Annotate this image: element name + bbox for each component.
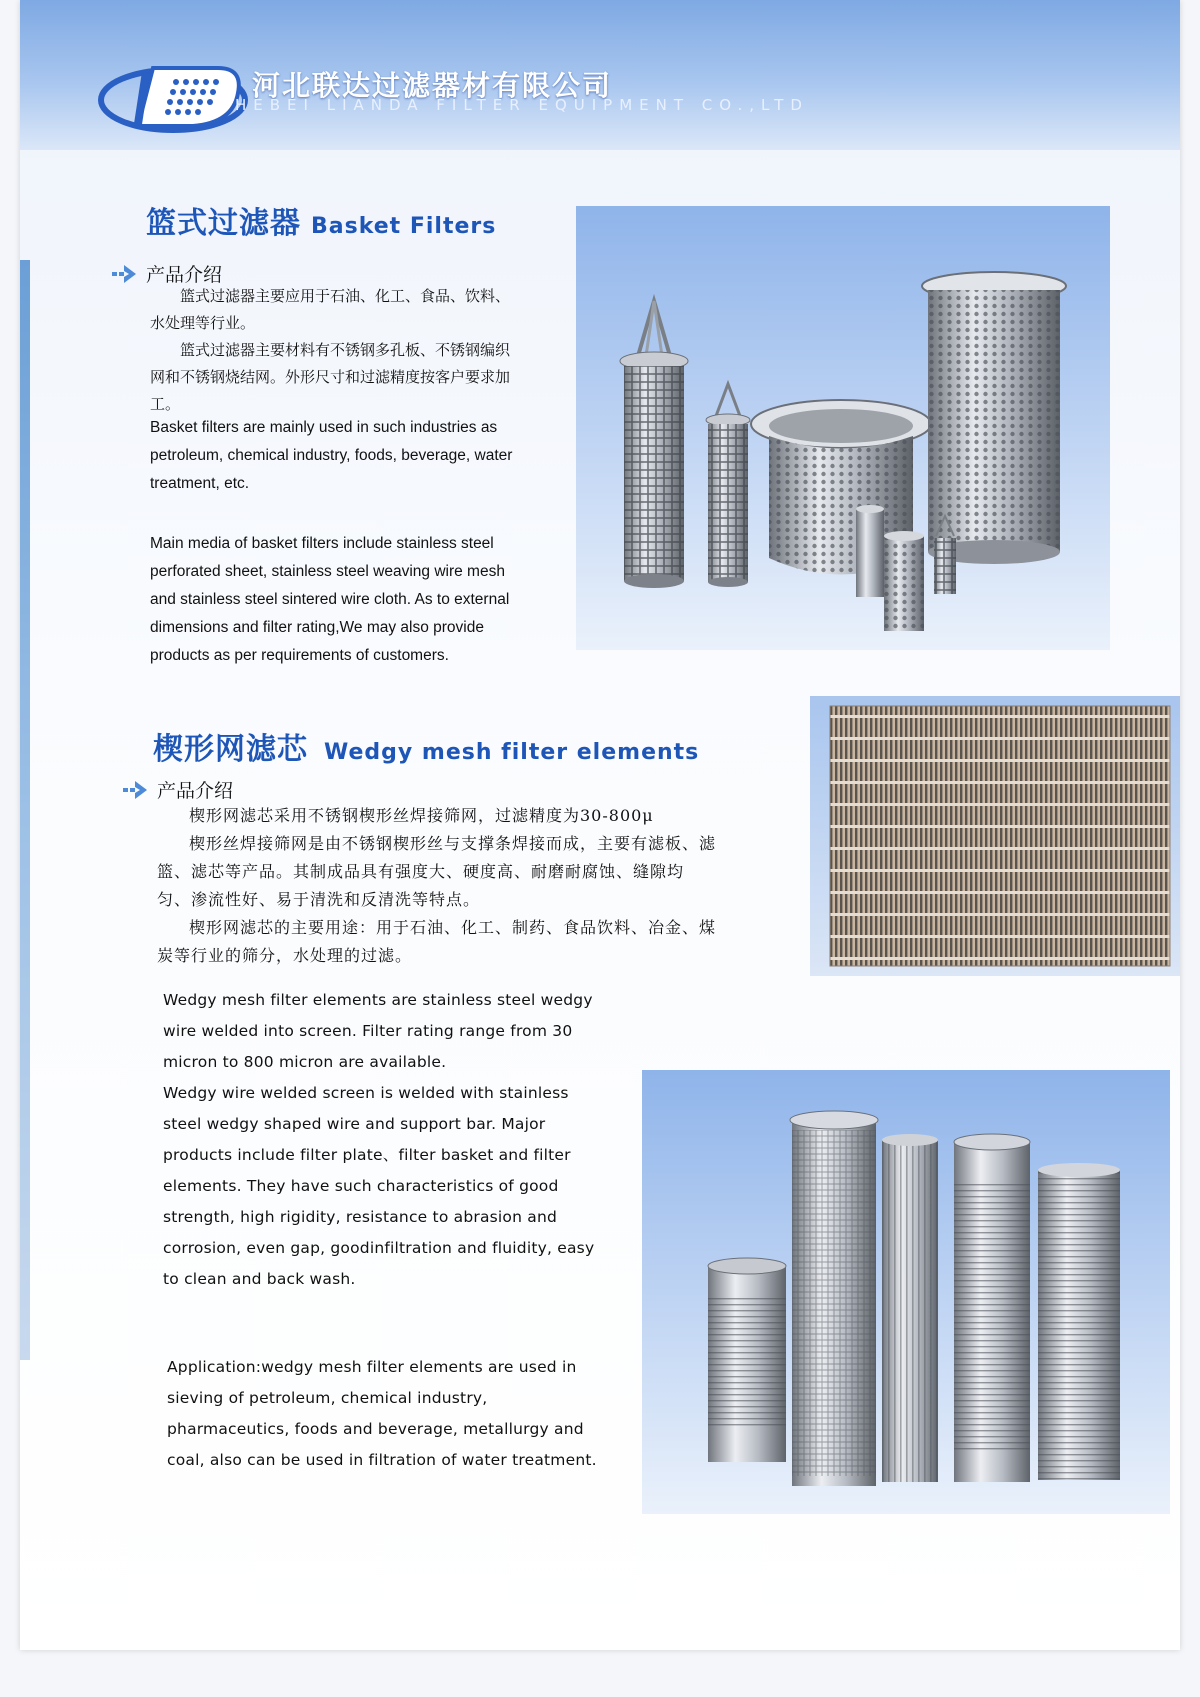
lianda-logo [98, 58, 248, 138]
wedgy-title-cn: 楔形网滤芯 [153, 732, 308, 767]
basket-title-en: Basket Filters [311, 214, 497, 239]
page-edge-strip [20, 260, 30, 1360]
wedgy-cn-text [157, 802, 717, 970]
wedgy-en-p2: Wedgy wire welded screen is welded with stainless steel wedgy shaped wire and support bar. Major products include filter plate、filter basket and filter elements. They have such characteristics of good strength, high rigidity, resistance to abrasion and corrosion, even gap, goodinfiltration and fluidity, easy to clean and back wash. [163, 1084, 595, 1288]
basket-cn-text [150, 283, 520, 418]
company-name-cn: 河北联达过滤器材有限公司 [252, 69, 613, 102]
wedgy-cn-p3: 楔形网滤芯的主要用途：用于石油、化工、制药、食品饮料、冶金、煤炭等行业的筛分，水处理的过滤。 [157, 918, 717, 965]
arrow-bullet-icon [123, 779, 149, 801]
wedgy-subhead [123, 776, 233, 803]
wedgy-mesh-photo [810, 696, 1180, 976]
basket-cn-p1: 篮式过滤器主要应用于石油、化工、食品、饮料、水处理等行业。 [150, 287, 511, 332]
wedgy-cn-p1: 楔形网滤芯采用不锈钢楔形丝焊接筛网，过滤精度为30-800μ [189, 806, 654, 825]
wedgy-en-p1-p2 [163, 985, 603, 1295]
wedgy-cn-p2: 楔形丝焊接筛网是由不锈钢楔形丝与支撑条焊接而成，主要有滤板、滤篮、滤芯等产品。其制成品具有强度大、硬度高、耐磨耐腐蚀、缝隙均匀、渗流性好、易于清洗和反清洗等特点。 [157, 834, 717, 909]
company-name-en: HEBEI LIANDA FILTER EQUIPMENT CO.,LTD [235, 96, 809, 114]
basket-en-p2: Main media of basket filters include stainless steel perforated sheet, stainless steel weaving wire mesh and stainless steel sintered wire cloth. As to external dimensions and filter rating,We may also provide products as per requirements of customers. [150, 535, 510, 664]
basket-title-cn: 篮式过滤器 [146, 206, 301, 241]
wedgy-elements-illustration [642, 1070, 1170, 1514]
basket-en-p1: Basket filters are mainly used in such industries as petroleum, chemical industry, foods, beverage, water treatment, etc. [150, 419, 513, 492]
wedgy-title-en: Wedgy mesh filter elements [324, 740, 700, 765]
wedgy-elements-photo [642, 1070, 1170, 1514]
wedgy-section-title [153, 724, 699, 768]
basket-filters-illustration [576, 206, 1110, 650]
basket-section-title [146, 198, 496, 242]
wedgy-en-p3: Application:wedgy mesh filter elements are used in sieving of petroleum, chemical industry, pharmaceutics, foods and beverage, metallurgy and coal, also can be used in filtration of water treatment. [167, 1358, 597, 1469]
header-band [20, 0, 1180, 150]
wedgy-en-p1: Wedgy mesh filter elements are stainless steel wedgy wire welded into screen. Filter rating range from 30 micron to 800 micron are available. [163, 991, 593, 1071]
arrow-bullet-icon [112, 263, 138, 285]
basket-subhead-label: 产品介绍 [146, 264, 223, 286]
brochure-page [20, 0, 1180, 1650]
wedgy-subhead-label: 产品介绍 [157, 780, 234, 802]
basket-cn-p2: 篮式过滤器主要材料有不锈钢多孔板、不锈钢编织网和不锈钢烧结网。外形尺寸和过滤精度按客户要求加工。 [150, 341, 511, 413]
wedgy-mesh-illustration [810, 696, 1180, 976]
basket-filters-photo [576, 206, 1110, 650]
